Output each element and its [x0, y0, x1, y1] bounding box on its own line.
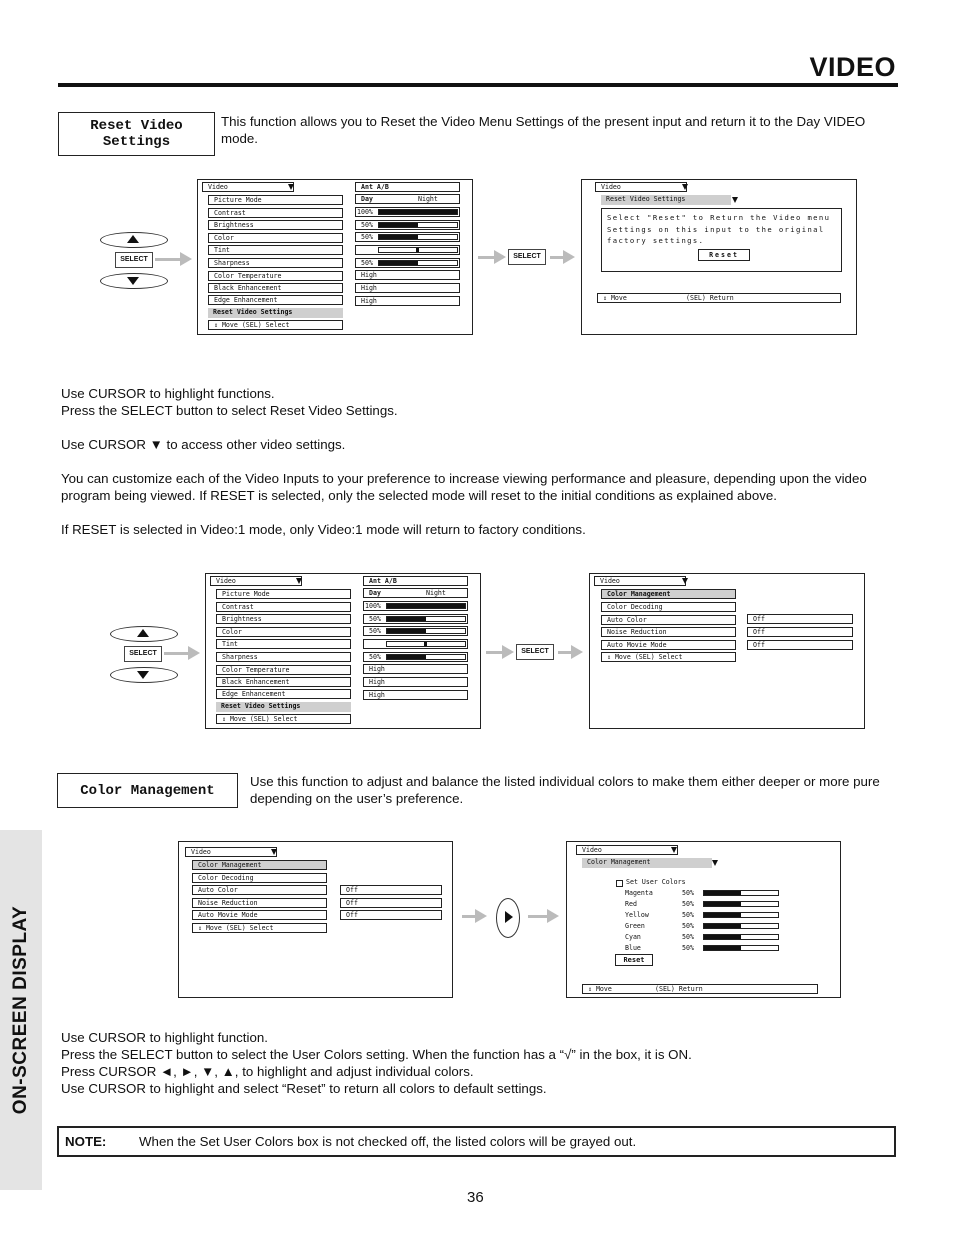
- color-value: 50%: [355, 232, 460, 242]
- brightness-value: 50%: [363, 614, 468, 624]
- instruction-line: Press CURSOR ◄, ►, ▼, ▲, to highlight and adjust individual colors.: [61, 1064, 474, 1079]
- select-button[interactable]: SELECT: [516, 644, 554, 660]
- header-rule: [58, 83, 898, 87]
- color-value-green: 50%: [682, 922, 694, 930]
- menu-item-auto-movie-mode[interactable]: Auto Movie Mode: [601, 640, 736, 650]
- note-box: [57, 1126, 896, 1157]
- reset-button[interactable]: Reset: [698, 249, 750, 261]
- page-title: VIDEO: [809, 52, 896, 82]
- arrow-shaft: [164, 652, 188, 655]
- arrow-shaft: [528, 915, 548, 918]
- edge-enhancement-value: High: [363, 690, 468, 700]
- black-enhancement-value: High: [363, 677, 468, 687]
- color-management-label: Color Management: [57, 773, 238, 808]
- right-arrow-icon: [475, 909, 487, 923]
- side-tab: [0, 830, 42, 1190]
- color-value-magenta: 50%: [682, 889, 694, 897]
- nav-hint: ⇕ Move (SEL) Return: [597, 293, 841, 303]
- color-bar-fill: [704, 935, 741, 939]
- menu-item-picture-mode[interactable]: Picture Mode: [216, 589, 351, 599]
- edge-enhancement-value: High: [355, 296, 460, 306]
- instruction-line: Use CURSOR to highlight function.: [61, 1030, 268, 1045]
- down-arrow-icon: [137, 671, 149, 679]
- color-value: 50%: [363, 626, 468, 636]
- arrow-shaft: [155, 258, 180, 261]
- menu-item-tint[interactable]: Tint: [208, 245, 343, 255]
- instruction-line: You can customize each of the Video Inputs to your preference to increase viewing performance and pleasure, depending upon the video program being viewed. If RESET is selected, only the selected mode will reset to the initial conditions as explained above.: [61, 471, 867, 503]
- video-tab[interactable]: Video: [595, 182, 687, 192]
- sharpness-bar-fill: [379, 261, 418, 265]
- right-arrow-icon: [547, 909, 559, 923]
- menu-item-reset-video-settings[interactable]: Reset Video Settings: [216, 702, 351, 712]
- contrast-bar: [378, 209, 458, 215]
- video-tab[interactable]: Video: [185, 847, 277, 857]
- sharpness-bar-fill: [387, 655, 426, 659]
- menu-item-contrast[interactable]: Contrast: [216, 602, 351, 612]
- menu-item-tint[interactable]: Tint: [216, 639, 351, 649]
- noise-reduction-value: Off: [747, 627, 853, 637]
- video-menu-screen: [205, 573, 481, 729]
- set-user-colors-label: Set User Colors: [626, 878, 686, 886]
- instructions-2: [61, 1029, 901, 1097]
- color-value-yellow: 50%: [682, 911, 694, 919]
- instruction-line: Use CURSOR to highlight functions.: [61, 386, 275, 401]
- brightness-bar-fill: [379, 223, 418, 227]
- up-arrow-icon: [127, 235, 139, 243]
- select-button[interactable]: SELECT: [508, 249, 546, 265]
- color-bar-red[interactable]: [703, 901, 779, 907]
- menu-item-sharpness[interactable]: Sharpness: [208, 258, 343, 268]
- color-management-title: Color Management: [582, 858, 712, 868]
- dropdown-icon: [682, 184, 688, 190]
- brightness-bar: [378, 222, 458, 228]
- reset-popup-message: Select "Reset" to Return the Video menu Settings on this input to the original factory settings.: [607, 213, 831, 245]
- mode-toggle[interactable]: Day Night: [363, 588, 468, 598]
- dropdown-icon: [288, 184, 294, 190]
- contrast-value: 100%: [363, 601, 468, 611]
- color-bar-blue[interactable]: [703, 945, 779, 951]
- input-name: Ant A/B: [363, 576, 468, 586]
- down-arrow-icon: [127, 277, 139, 285]
- instruction-line: If RESET is selected in Video:1 mode, only Video:1 mode will return to factory conditions.: [61, 522, 586, 537]
- auto-color-value: Off: [747, 614, 853, 624]
- menu-item-color-management[interactable]: Color Management: [192, 860, 327, 870]
- color-bar-fill: [704, 946, 741, 950]
- menu-item-contrast[interactable]: Contrast: [208, 208, 343, 218]
- instruction-line: Use CURSOR ▼ to access other video settings.: [61, 437, 346, 452]
- tint-bar: [386, 641, 466, 647]
- brightness-bar: [386, 616, 466, 622]
- video-tab[interactable]: Video: [576, 845, 678, 855]
- color-bar-fill: [379, 235, 418, 239]
- contrast-bar: [386, 603, 466, 609]
- color-management-description: Use this function to adjust and balance the listed individual colors to make them either deeper or more pure depending on the user’s preference.: [250, 774, 880, 806]
- contrast-bar-fill: [379, 210, 457, 214]
- color-bar-yellow[interactable]: [703, 912, 779, 918]
- sharpness-bar: [386, 654, 466, 660]
- tint-bar-marker: [424, 642, 427, 646]
- page-number: 36: [467, 1189, 484, 1206]
- reset-popup: [601, 208, 842, 272]
- color-bar-fill: [704, 924, 741, 928]
- menu-item-edge-enhancement[interactable]: Edge Enhancement: [208, 295, 343, 305]
- color-name-magenta[interactable]: Magenta: [625, 889, 653, 897]
- reset-settings-screen: [581, 179, 857, 335]
- brightness-value: 50%: [355, 220, 460, 230]
- sharpness-value: 50%: [355, 258, 460, 268]
- color-bar-magenta[interactable]: [703, 890, 779, 896]
- nav-hint: ⇕ Move (SEL) Select: [208, 320, 343, 330]
- video-tab[interactable]: Video: [202, 182, 294, 192]
- menu-item-picture-mode[interactable]: Picture Mode: [208, 195, 343, 205]
- menu-item-black-enhancement[interactable]: Black Enhancement: [216, 677, 351, 687]
- side-tab-label: ON-SCREEN DISPLAY: [10, 905, 31, 1115]
- instruction-line: Press the SELECT button to select Reset Video Settings.: [61, 403, 398, 418]
- menu-item-edge-enhancement[interactable]: Edge Enhancement: [216, 689, 351, 699]
- menu-item-auto-color[interactable]: Auto Color: [601, 615, 736, 625]
- note-text: When the Set User Colors box is not checked off, the listed colors will be grayed out.: [139, 1134, 637, 1149]
- dropdown-icon: [712, 860, 718, 866]
- video-tab[interactable]: Video: [594, 576, 686, 586]
- reset-label-line2: Settings: [102, 134, 171, 150]
- color-value-cyan: 50%: [682, 933, 694, 941]
- dropdown-icon: [682, 578, 688, 584]
- note-label: NOTE:: [65, 1134, 107, 1149]
- reset-video-settings-label: [58, 112, 215, 156]
- color-bar-fill: [704, 891, 741, 895]
- menu-item-color[interactable]: Color: [216, 627, 351, 637]
- menu-item-black-enhancement[interactable]: Black Enhancement: [208, 283, 343, 293]
- menu-item-auto-movie-mode[interactable]: Auto Movie Mode: [192, 910, 327, 920]
- tint-bar-marker: [416, 248, 419, 252]
- menu-item-color[interactable]: Color: [208, 233, 343, 243]
- color-name-yellow[interactable]: Yellow: [625, 911, 649, 919]
- color-value-red: 50%: [682, 900, 694, 908]
- right-cursor-icon: [505, 911, 513, 923]
- reset-description: This function allows you to Reset the Video Menu Settings of the present input and return it to the Day VIDEO mode.: [221, 114, 866, 146]
- instruction-line: Use CURSOR to highlight and select “Reset” to return all colors to default settings.: [61, 1081, 547, 1096]
- sharpness-value: 50%: [363, 652, 468, 662]
- menu-item-color-management[interactable]: Color Management: [601, 589, 736, 599]
- user-colors-reset-button[interactable]: Reset: [615, 954, 653, 966]
- menu-item-brightness[interactable]: Brightness: [216, 614, 351, 624]
- color-bar: [378, 234, 458, 240]
- dropdown-icon: [271, 849, 277, 855]
- nav-hint: ⇕ Move (SEL) Select: [192, 923, 327, 933]
- color-management-menu-screen: [178, 841, 453, 998]
- select-button[interactable]: SELECT: [124, 646, 162, 662]
- video-menu-screen: [197, 179, 473, 335]
- video-tab[interactable]: Video: [210, 576, 302, 586]
- nav-hint: ⇕ Move (SEL) Select: [601, 652, 736, 662]
- dropdown-icon: [732, 197, 738, 203]
- color-bar: [386, 628, 466, 634]
- dropdown-icon: [671, 847, 677, 853]
- color-name-cyan[interactable]: Cyan: [625, 933, 641, 941]
- contrast-value: 100%: [355, 207, 460, 217]
- arrow-shaft: [550, 256, 564, 259]
- menu-item-color-decoding[interactable]: Color Decoding: [192, 873, 327, 883]
- instructions-1: [61, 385, 901, 538]
- auto-movie-mode-value: Off: [340, 910, 442, 920]
- nav-hint: ⇕ Move (SEL) Return: [582, 984, 818, 994]
- input-name: Ant A/B: [355, 182, 460, 192]
- brightness-bar-fill: [387, 617, 426, 621]
- black-enhancement-value: High: [355, 283, 460, 293]
- mode-toggle[interactable]: Day Night: [355, 194, 460, 204]
- dropdown-icon: [296, 578, 302, 584]
- color-temperature-value: High: [355, 270, 460, 280]
- arrow-shaft: [558, 651, 572, 654]
- color-bar-green[interactable]: [703, 923, 779, 929]
- menu-item-auto-color[interactable]: Auto Color: [192, 885, 327, 895]
- menu-item-sharpness[interactable]: Sharpness: [216, 652, 351, 662]
- reset-popup-title: Reset Video Settings: [601, 195, 731, 205]
- color-bar-fill: [704, 913, 741, 917]
- menu-item-reset-video-settings[interactable]: Reset Video Settings: [208, 308, 343, 318]
- instruction-line: Press the SELECT button to select the User Colors setting. When the function has a “√” in the box, it is ON.: [61, 1047, 692, 1062]
- right-arrow-icon: [571, 645, 583, 659]
- color-name-red[interactable]: Red: [625, 900, 637, 908]
- right-arrow-icon: [494, 250, 506, 264]
- reset-label-line1: Reset Video: [90, 118, 183, 134]
- contrast-bar-fill: [387, 604, 465, 608]
- right-arrow-icon: [563, 250, 575, 264]
- menu-item-color-decoding[interactable]: Color Decoding: [601, 602, 736, 612]
- select-button[interactable]: SELECT: [115, 252, 153, 268]
- color-bar-fill: [387, 629, 426, 633]
- color-bar-cyan[interactable]: [703, 934, 779, 940]
- tint-bar: [378, 247, 458, 253]
- color-bar-fill: [704, 902, 741, 906]
- menu-item-noise-reduction[interactable]: Noise Reduction: [601, 627, 736, 637]
- up-arrow-icon: [137, 629, 149, 637]
- menu-item-brightness[interactable]: Brightness: [208, 220, 343, 230]
- noise-reduction-value: Off: [340, 898, 442, 908]
- color-management-menu-screen: [589, 573, 865, 729]
- nav-hint: ⇕ Move (SEL) Select: [216, 714, 351, 724]
- color-temperature-value: High: [363, 664, 468, 674]
- sharpness-bar: [378, 260, 458, 266]
- user-colors-screen: [566, 841, 841, 998]
- set-user-colors-checkbox[interactable]: [616, 880, 623, 887]
- menu-item-color-temperature[interactable]: Color Temperature: [208, 271, 343, 281]
- color-value-blue: 50%: [682, 944, 694, 952]
- right-arrow-icon: [502, 645, 514, 659]
- right-arrow-icon: [180, 252, 192, 266]
- auto-movie-mode-value: Off: [747, 640, 853, 650]
- menu-item-noise-reduction[interactable]: Noise Reduction: [192, 898, 327, 908]
- color-name-blue[interactable]: Blue: [625, 944, 641, 952]
- right-arrow-icon: [188, 646, 200, 660]
- arrow-shaft: [462, 915, 476, 918]
- color-name-green[interactable]: Green: [625, 922, 645, 930]
- menu-item-color-temperature[interactable]: Color Temperature: [216, 665, 351, 675]
- auto-color-value: Off: [340, 885, 442, 895]
